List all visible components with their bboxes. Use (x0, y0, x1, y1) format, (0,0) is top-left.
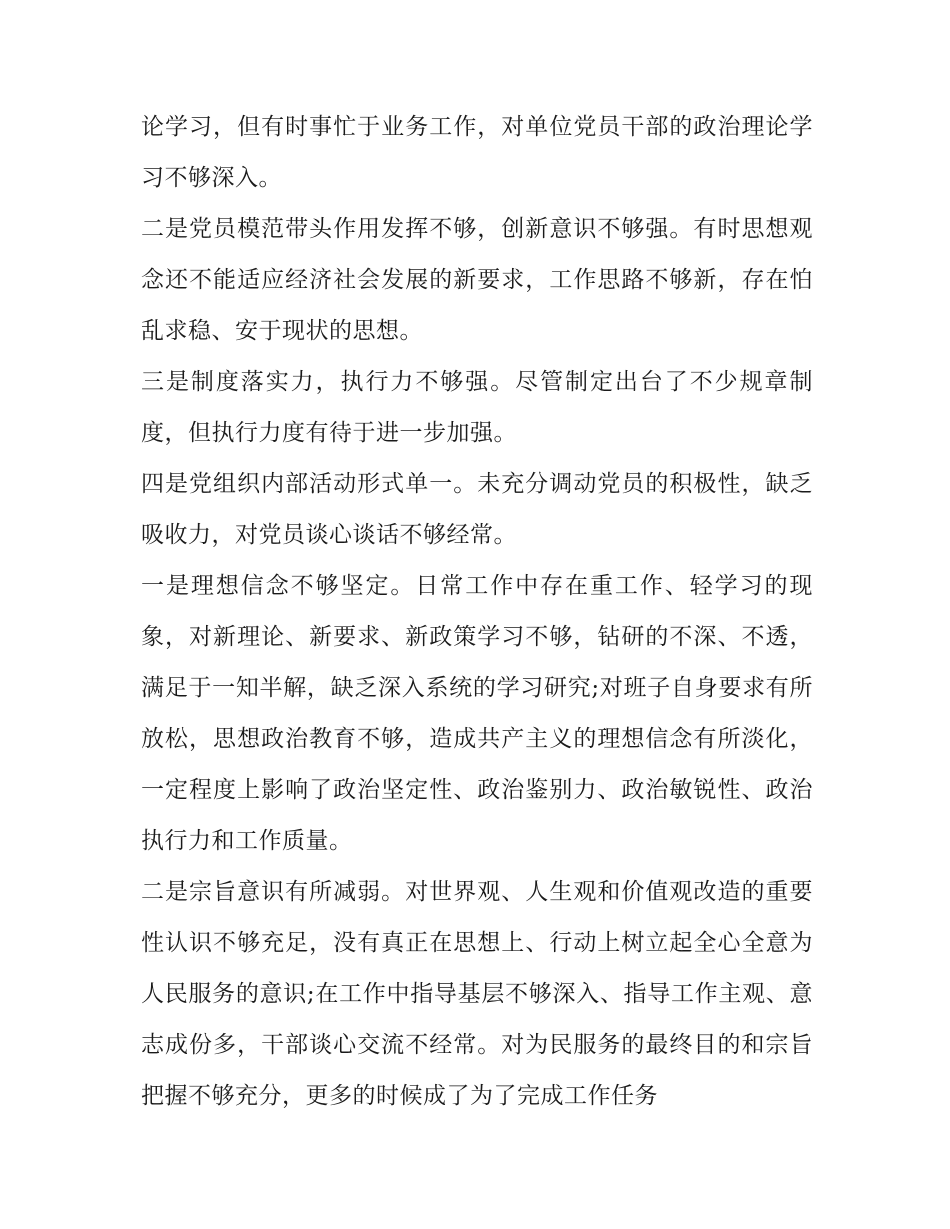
paragraph-organization-activities: 四是党组织内部活动形式单一。未充分调动党员的积极性，缺乏吸收力，对党员谈心谈话不够经常。 (141, 471, 813, 548)
paragraph-continuation: 论学习，但有时事忙于业务工作，对单位党员干部的政治理论学习不够深入。 (141, 114, 813, 191)
paragraph-party-role: 二是党员模范带头作用发挥不够，创新意识不够强。有时思想观念还不能适应经济社会发展的新要求，工作思路不够新，存在怕乱求稳、安于现状的思想。 (141, 216, 813, 344)
paragraph-system-execution: 三是制度落实力，执行力不够强。尽管制定出台了不少规章制度，但执行力度有待于进一步加强。 (141, 369, 813, 446)
document-body (141, 102, 813, 1122)
paragraph-purpose-awareness: 二是宗旨意识有所减弱。对世界观、人生观和价值观改造的重要性认识不够充足，没有真正在思想上、行动上树立起全心全意为人民服务的意识;在工作中指导基层不够深入、指导工作主观、意志成份多，干部谈心交流不经常。对为民服务的最终目的和宗旨把握不够充分，更多的时候成了为了完成工作任务 (141, 879, 813, 1109)
paragraph-ideals-beliefs: 一是理想信念不够坚定。日常工作中存在重工作、轻学习的现象，对新理论、新要求、新政策学习不够，钻研的不深、不透，满足于一知半解，缺乏深入系统的学习研究;对班子自身要求有所放松，思想政治教育不够，造成共产主义的理想信念有所淡化，一定程度上影响了政治坚定性、政治鉴别力、政治敏锐性、政治执行力和工作质量。 (141, 573, 813, 854)
